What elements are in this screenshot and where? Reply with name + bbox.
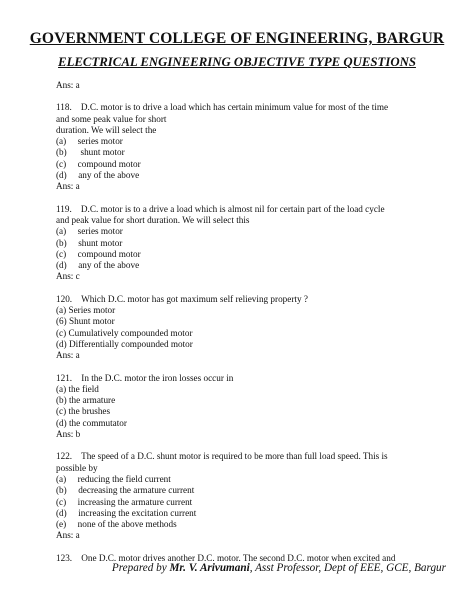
question-line: 120. Which D.C. motor has got maximum self relieving property ? [56, 293, 308, 304]
question-line: Ans: c [56, 271, 80, 282]
question-line: duration. We will select the [56, 124, 157, 135]
question-line: Ans: a [56, 350, 80, 361]
question-line: (a) series motor [56, 226, 123, 237]
page-subtitle: ELECTRICAL ENGINEERING OBJECTIVE TYPE QUESTIONS [58, 55, 416, 69]
question-line: 118. D.C. motor is to drive a load which has certain minimum value for most of the time [56, 102, 389, 113]
question-spacer [56, 440, 446, 451]
question-line: (a) Series motor [56, 305, 116, 316]
question-line: and some peak value for short [56, 113, 167, 124]
question-line: (c) compound motor [56, 248, 141, 259]
question-line: possible by [56, 462, 98, 473]
question-spacer [56, 362, 446, 373]
question-spacer [56, 91, 446, 102]
question-line: (d) the commutator [56, 417, 127, 428]
question-line: (d) any of the above [56, 170, 140, 181]
question-list [56, 91, 446, 564]
footer-suffix: , Asst Professor, Dept of EEE, GCE, Bargur [249, 562, 446, 574]
question-block [56, 373, 446, 441]
question-line: (b) shunt motor [56, 237, 123, 248]
question-block [56, 102, 446, 192]
question-line: (c) Cumulatively compounded motor [56, 327, 193, 338]
question-line: Ans: a [56, 530, 80, 541]
lead-answer: Ans: a [56, 80, 80, 90]
question-line: 121. In the D.C. motor the iron losses occur in [56, 372, 234, 383]
question-line: (c) compound motor [56, 158, 141, 169]
question-line: and peak value for short duration. We will select this [56, 214, 250, 225]
question-line: (d) any of the above [56, 260, 140, 271]
question-line: (c) increasing the armature current [56, 496, 193, 507]
page-title: GOVERNMENT COLLEGE OF ENGINEERING, BARGUR [29, 30, 445, 47]
question-line: 122. The speed of a D.C. shunt motor is required to be more than full load speed. This is [56, 451, 388, 462]
question-line: (b) the armature [56, 395, 116, 406]
question-block [56, 294, 446, 362]
question-line: 119. D.C. motor is to a drive a load which is almost nil for certain part of the load cycle [56, 203, 385, 214]
question-line: (6) Shunt motor [56, 316, 115, 327]
question-line: (b) shunt motor [56, 147, 125, 158]
page-footer [112, 562, 446, 574]
question-spacer [56, 542, 446, 553]
question-block [56, 451, 446, 541]
question-line: Ans: b [56, 429, 81, 440]
footer-author: Mr. V. Arivumani [169, 562, 250, 574]
question-line: (a) reducing the field current [56, 473, 171, 484]
question-line: (d) Differentially compounded motor [56, 338, 193, 349]
question-content [56, 80, 446, 564]
question-spacer [56, 193, 446, 204]
question-line: (a) series motor [56, 136, 123, 147]
question-line: (a) the field [56, 383, 99, 394]
question-line: (b) decreasing the armature current [56, 485, 195, 496]
question-spacer [56, 283, 446, 294]
question-line: (e) none of the above methods [56, 519, 177, 530]
question-line: (d) increasing the excitation current [56, 507, 197, 518]
question-line: 123. One D.C. motor drives another D.C. motor. The second D.C. motor when excited and [56, 552, 396, 563]
question-line: Ans: a [56, 181, 80, 192]
question-block [56, 204, 446, 283]
footer-prefix: Prepared by [111, 562, 170, 574]
question-line: (c) the brushes [56, 406, 111, 417]
